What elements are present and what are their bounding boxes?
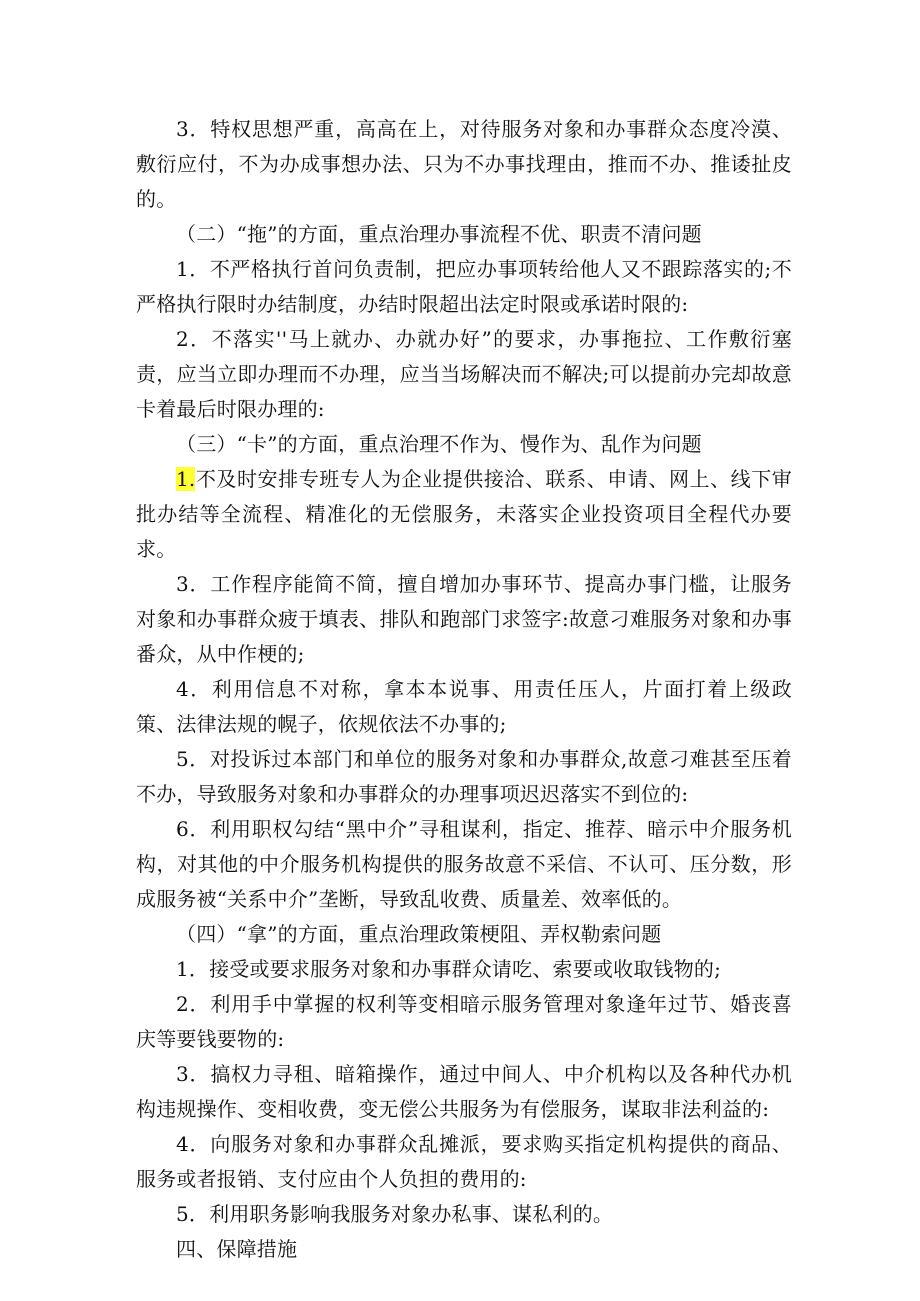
section-heading-ka: [136, 427, 792, 462]
paragraph-item-4-apportionment: [136, 1127, 792, 1197]
paragraph-text: 1．不严格执行首问负责制，把应办事项转给他人又不跟踪落实的;不严格执行限时办结制度，办结时限超出法定时限或承诺时限的:: [136, 257, 792, 316]
paragraph-text: 3．搞权力寻租、暗箱操作，通过中间人、中介机构以及各种代办机构违规操作、变相收费，变无偿公共服务为有偿服务，谋取非法利益的:: [136, 1062, 792, 1121]
section-heading-tuo: [136, 217, 792, 252]
highlighted-number: 1.: [176, 467, 196, 491]
paragraph-item-1-first-inquiry: [136, 252, 792, 322]
paragraph-text: 5．利用职务影响我服务对象办私事、谋私利的。: [176, 1202, 614, 1226]
section-heading-na: [136, 917, 792, 952]
paragraph-text: 6．利用职权勾结“黑中介”寻租谋利，指定、推荐、暗示中介服务机构，对其他的中介服务机构提供的服务故意不采信、不认可、压分数，形成服务被“关系中介”垄断，导致乱收费、质量差、效率低的。: [136, 817, 792, 911]
paragraph-item-5-private-affairs: [136, 1197, 792, 1232]
paragraph-item-2-holidays: [136, 987, 792, 1057]
paragraph-text: 3．工作程序能简不简，擅自增加办事环节、提高办事门槛，让服务对象和办事群众疲于填表、排队和跑部门求签字:故意刁难服务对象和办事番众，从中作梗的;: [136, 572, 792, 666]
paragraph-item-2-do-it-now: [136, 322, 792, 427]
paragraph-text: （三）“卡”的方面，重点治理不作为、慢作为、乱作为问题: [176, 432, 702, 456]
paragraph-text: （四）“拿”的方面，重点治理政策梗阻、弄权勒索问题: [176, 922, 662, 946]
paragraph-item-1-bribes: [136, 952, 792, 987]
paragraph-text: 2．不落实''马上就办、办就办好”的要求，办事拖拉、工作敷衍塞责，应当立即办理而不办理，应当当场解决而不解决;可以提前办完却故意卡着最后时限办理的:: [136, 327, 792, 421]
paragraph-text: 不及时安排专班专人为企业提供接洽、联系、申请、网上、线下审批办结等全流程、精准化的无偿服务，未落实企业投资项目全程代办要求。: [136, 467, 792, 561]
paragraph-text: 1．接受或要求服务对象和办事群众请吃、索要或收取钱物的;: [176, 957, 722, 981]
paragraph-text: （二）“拖”的方面，重点治理办事流程不优、职责不清问题: [176, 222, 702, 246]
paragraph-text: 2．利用手中掌握的权利等变相暗示服务管理对象逢年过节、婚丧喜庆等要钱要物的:: [136, 992, 792, 1051]
paragraph-item-5-complaints: [136, 742, 792, 812]
paragraph-item-1-enterprise-service: [136, 462, 792, 567]
paragraph-text: 5．对投诉过本部门和单位的服务对象和办事群众,故意刁难甚至压着不办，导致服务对象和办事群众的办理事项迟迟落实不到位的:: [136, 747, 792, 806]
paragraph-item-3-privilege: [136, 112, 792, 217]
paragraph-text: 四、保障措施: [176, 1237, 298, 1261]
paragraph-text: 4．向服务对象和办事群众乱摊派，要求购买指定机构提供的商品、服务或者报销、支付应由个人负担的费用的:: [136, 1132, 792, 1191]
paragraph-item-3-rent-seeking: [136, 1057, 792, 1127]
section-heading-safeguards: [136, 1232, 792, 1267]
document-body: [136, 112, 792, 1267]
paragraph-item-4-information: [136, 672, 792, 742]
paragraph-item-6-intermediary: [136, 812, 792, 917]
paragraph-text: 3．特权思想严重，高高在上，对待服务对象和办事群众态度冷漠、敷衍应付，不为办成事想办法、只为不办事找理由，推而不办、推诿扯皮的。: [136, 117, 792, 211]
paragraph-text: 4．利用信息不对称，拿本本说事、用责任压人，片面打着上级政策、法律法规的幌子，依规依法不办事的;: [136, 677, 792, 736]
paragraph-item-3-procedure: [136, 567, 792, 672]
